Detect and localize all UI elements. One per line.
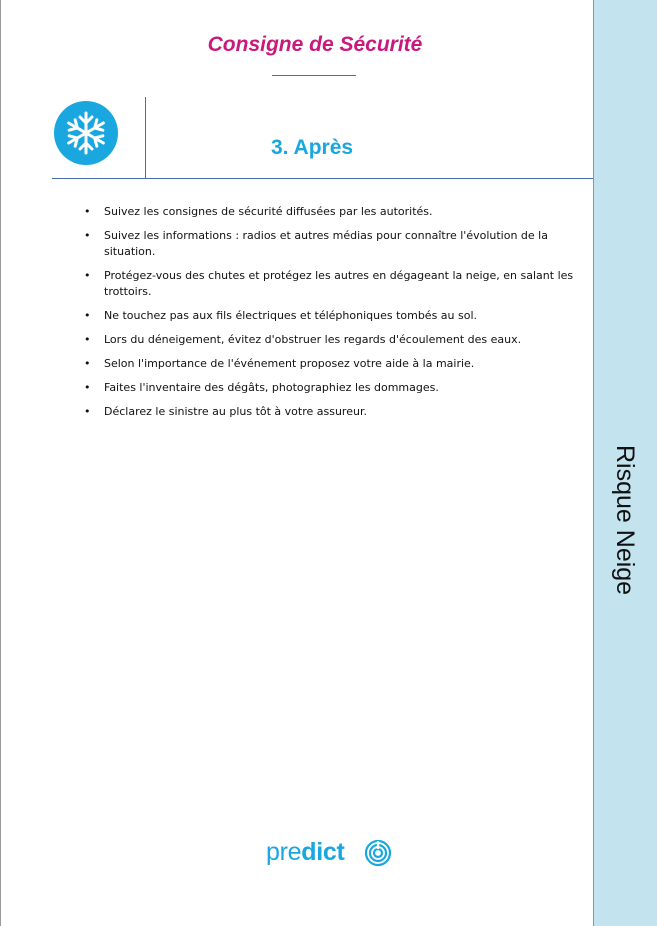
bullet-icon: • <box>84 357 91 370</box>
list-item <box>84 204 580 220</box>
list-item <box>84 308 580 324</box>
instruction-text: Protégez-vous des chutes et protégez les autres en dégageant la neige, en salant les trottoirs. <box>104 269 574 298</box>
bullet-icon: • <box>84 205 91 218</box>
title-underline <box>272 75 356 76</box>
page-border <box>0 0 1 926</box>
list-item <box>84 380 580 396</box>
bullet-icon: • <box>84 229 91 242</box>
instruction-text: Faites l'inventaire des dégâts, photographiez les dommages. <box>104 381 439 394</box>
logo-suffix: dict <box>301 838 345 866</box>
instruction-text: Déclarez le sinistre au plus tôt à votre assureur. <box>104 405 367 418</box>
instruction-text: Suivez les informations : radios et autres médias pour connaître l'évolution de la situation. <box>104 229 548 258</box>
bullet-icon: • <box>84 405 91 418</box>
list-item <box>84 268 580 300</box>
header-divider-horizontal <box>52 178 593 179</box>
section-title: 3. Après <box>270 136 354 159</box>
logo-mark-icon <box>364 839 392 867</box>
instruction-text: Lors du déneigement, évitez d'obstruer les regards d'écoulement des eaux. <box>104 333 522 346</box>
bullet-icon: • <box>84 381 91 394</box>
instruction-text: Ne touchez pas aux fils électriques et téléphoniques tombés au sol. <box>104 309 478 322</box>
list-item <box>84 332 580 348</box>
page-title: Consigne de Sécurité <box>207 33 423 56</box>
list-item <box>84 356 580 372</box>
list-item <box>84 228 580 260</box>
logo-prefix: pre <box>266 838 302 866</box>
bullet-icon: • <box>84 269 91 282</box>
instruction-text: Suivez les consignes de sécurité diffusées par les autorités. <box>104 205 433 218</box>
bullet-icon: • <box>84 309 91 322</box>
sidebar-label: Risque Neige <box>611 445 639 596</box>
instruction-text: Selon l'importance de l'événement proposez votre aide à la mairie. <box>104 357 475 370</box>
bullet-icon: • <box>84 333 91 346</box>
snowflake-icon <box>54 101 118 165</box>
list-item <box>84 404 580 420</box>
logo-text <box>266 836 344 868</box>
predict-logo <box>266 836 396 870</box>
instruction-list <box>84 204 580 428</box>
